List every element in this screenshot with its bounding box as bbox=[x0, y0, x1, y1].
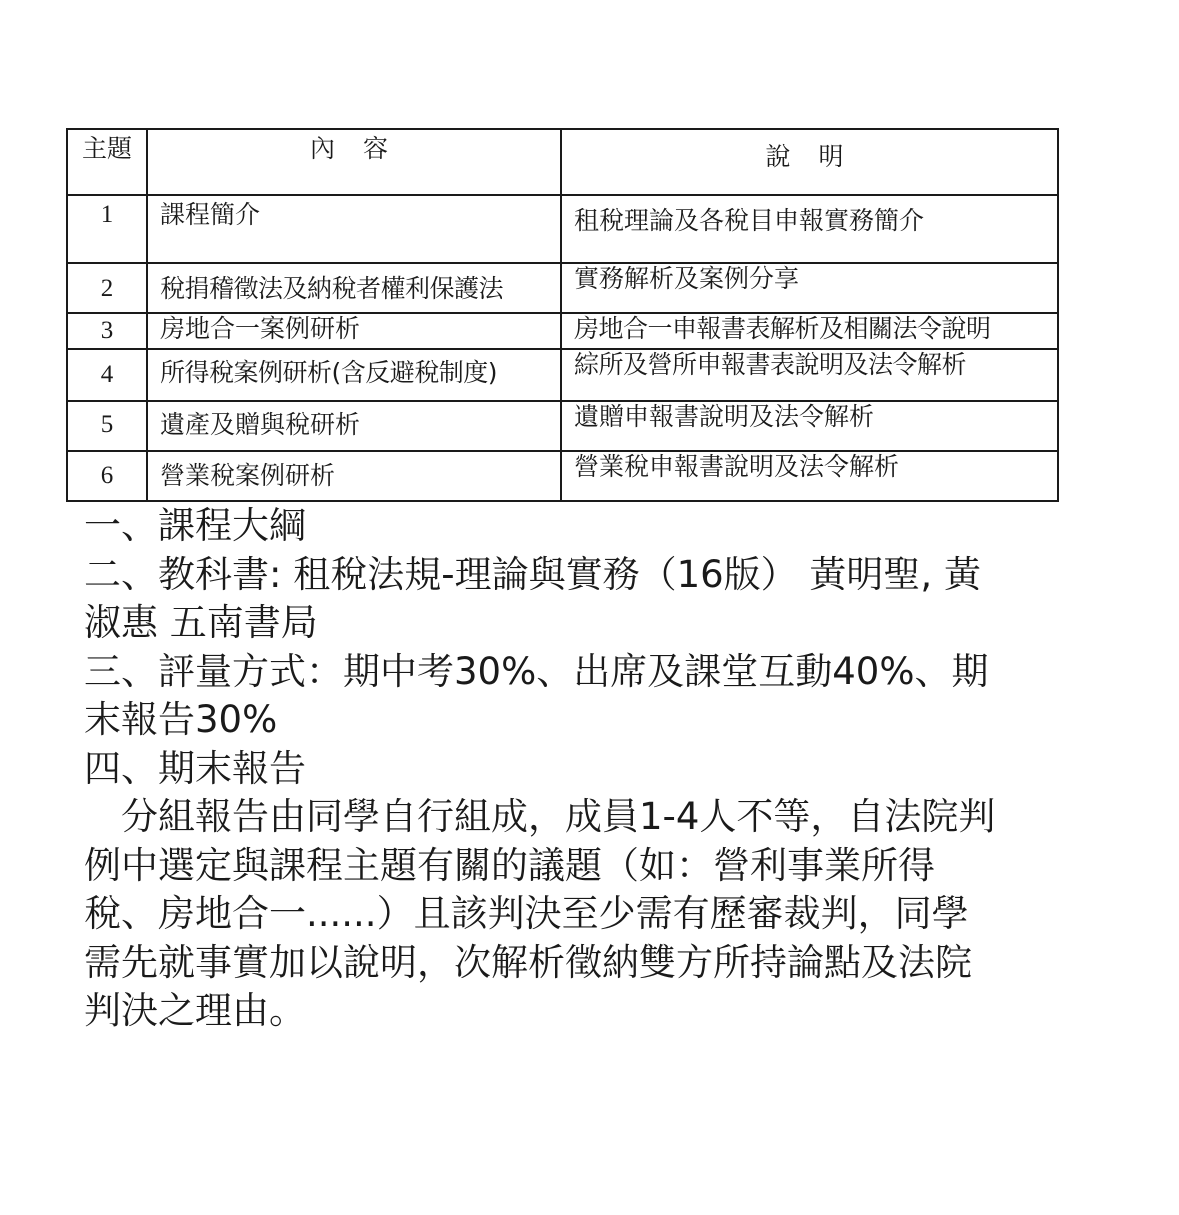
row-number: 4 bbox=[67, 349, 147, 401]
section-textbook-line-1: 二、教科書: 租稅法規-理論與實務（16版） 黃明聖, 黃 bbox=[84, 552, 981, 596]
table-row bbox=[67, 263, 1058, 313]
row-description: 房地合一申報書表解析及相關法令說明 bbox=[561, 313, 1058, 349]
row-content: 房地合一案例研析 bbox=[147, 313, 561, 349]
report-paragraph-line-5: 判決之理由。 bbox=[84, 989, 306, 1032]
header-topic: 主題 bbox=[67, 129, 147, 195]
header-description: 說 明 bbox=[561, 129, 1058, 195]
row-description: 租稅理論及各稅目申報實務簡介 bbox=[561, 195, 1058, 263]
table-row bbox=[67, 451, 1058, 501]
table-row bbox=[67, 313, 1058, 349]
section-grading-line-1: 三、評量方式：期中考30%、出席及課堂互動40%、期 bbox=[84, 649, 989, 693]
table-row bbox=[67, 195, 1058, 263]
section-textbook-line-2: 淑惠 五南書局 bbox=[84, 601, 318, 644]
syllabus-text bbox=[84, 502, 1094, 1036]
row-description: 綜所及營所申報書表說明及法令解析 bbox=[561, 349, 1058, 401]
row-number: 5 bbox=[67, 401, 147, 451]
row-content: 所得稅案例研析(含反避稅制度) bbox=[147, 349, 561, 401]
row-description: 遺贈申報書說明及法令解析 bbox=[561, 401, 1058, 451]
row-number: 6 bbox=[67, 451, 147, 501]
report-paragraph-line-2: 例中選定與課程主題有關的議題（如：營利事業所得 bbox=[84, 843, 935, 887]
report-paragraph-line-1: 分組報告由同學自行組成，成員1-4人不等，自法院判 bbox=[84, 795, 996, 838]
row-content: 遺產及贈與稅研析 bbox=[147, 401, 561, 451]
section-outline: 一、課程大綱 bbox=[84, 504, 306, 547]
header-content: 內 容 bbox=[147, 129, 561, 195]
row-number: 2 bbox=[67, 263, 147, 313]
section-final-report: 四、期末報告 bbox=[84, 746, 306, 790]
row-description: 實務解析及案例分享 bbox=[561, 263, 1058, 313]
table-header-row bbox=[67, 129, 1058, 195]
report-paragraph-line-3: 稅、房地合一......）且該判決至少需有歷審裁判，同學 bbox=[84, 892, 969, 935]
row-number: 3 bbox=[67, 313, 147, 349]
row-content: 稅捐稽徵法及納稅者權利保護法 bbox=[147, 263, 561, 313]
course-schedule-table bbox=[66, 128, 1059, 502]
section-grading-line-2: 末報告30% bbox=[84, 698, 278, 741]
row-number: 1 bbox=[67, 195, 147, 263]
table-row bbox=[67, 349, 1058, 401]
row-content: 課程簡介 bbox=[147, 195, 561, 263]
row-description: 營業稅申報書說明及法令解析 bbox=[561, 451, 1058, 501]
table-row bbox=[67, 401, 1058, 451]
row-content: 營業稅案例研析 bbox=[147, 451, 561, 501]
report-paragraph-line-4: 需先就事實加以說明，次解析徵納雙方所持論點及法院 bbox=[84, 940, 972, 984]
